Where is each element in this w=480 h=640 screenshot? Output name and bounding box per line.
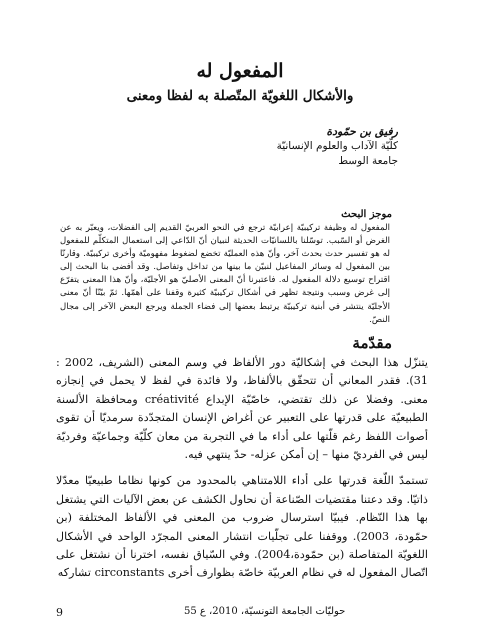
page-number: 9 xyxy=(56,606,63,619)
abstract-text: المفعول له وظيفة تركيبيّة إعرابيّة ترجع في النحو العربيّ القديم إلى الفضلات، ويعبّر به عن الغرض أو السّبب. توسّلنا باللسانيّات الحديثة لنبيان أنّ الدّاعي إلى استعمال المتكلّم للمفعول له هو تفسير حدث بحدث آخر، وأنّ هذه العمليّة تخضع لضغوط مفهوميّة وأخرى تركيبيّة. وقارنّا بين المفعول له وسائر المفاعيل لنبيّن ما بينها من تداخل وتفاصل. وقد أفضى بنا البحث إلى اقتراح توسيع دلالة المفعول له. فاعتبرنا أنّ المعنى الأصليّ هو الأجليّة، وأنّ هذا المعنى يتفرّع إلى غرض وسبب ونتيجة تظهر في أشكال تركيبيّة كثيرة وقفنا على أهمّها. ثمّ بيّنّا أنّ معنى الأجليّة ينتشر في أبنية تركيبيّة يرتبط بعضها إلى فضاء الجملة ويرجع البعض الآخر إلى مجال النصّ. xyxy=(60,223,390,325)
author-university: جامعة الوسط xyxy=(338,155,398,167)
abstract-heading: موجز البحث xyxy=(341,209,392,220)
author-name: رفيق بن حمّودة xyxy=(326,125,398,138)
section-heading-introduction: مقدّمة xyxy=(352,334,392,352)
body-text xyxy=(56,354,428,591)
paper-title: المفعول له xyxy=(196,60,284,82)
body-paragraph: يتنزّل هذا البحث في إشكاليّة دور الألفاظ في وسم المعنى (الشريف، 2002 : 31). فقدر المعاني أن تتحقّق بالألفاظ، ولا فائدة في لفظ لا يحمل في إنجازه معنى. وفضلا عن ذلك تقتضي، خاصّيّة الإبداع créativité ومحافظة الألسنة الطبيعيّة على قدرتها على التعبير عن أغراض الإنسان المتجدّدة سرمديّا أن تقوى أصوات اللفظ رغم قلّتها على أداء ما في التجربة من معان كلّيّة وجماعيّة وفرديّة ليس في الفرديّ منها – إن أمكن عزله- حدّ ينتهي فيه. xyxy=(56,356,428,462)
paper-subtitle: والأشكال اللغويّة المتّصلة به لفظا ومعنى xyxy=(126,88,354,104)
body-paragraph: تستمدّ اللّغة قدرتها على أداء اللامتناهي بالمحدود من كونها نظاما طبيعيّا معدّلا ذاتيّا. وقد دعتنا مقتضيات الصّناعة أن نحاول الكشف عن بعض الآليات التي يشتغل بها هذا النّظام. فيبيّا استرسال ضروب من المعنى في الألفاظ المختلفة (بن حمّودة، 2003). ووقفنا على تجلّيات انتشار المعنى المجرّد الواحد في الأشكال اللغويّة المتفاصلة (بن حمّودة،2004). وفي السّياق نفسه، اخترنا أن نشتغل على اتّصال المفعول له في نظام العربيّة خاصّة بظوارف أخرى circonstants تشاركه xyxy=(56,474,429,580)
author-affiliation: كلّيّة الآداب والعلوم الإنسانيّة xyxy=(276,140,398,152)
author-block xyxy=(120,124,398,169)
journal-reference: حوليّات الجامعة التونسيّة، 2010، ع 55 xyxy=(184,606,346,617)
page-footer xyxy=(56,606,424,620)
